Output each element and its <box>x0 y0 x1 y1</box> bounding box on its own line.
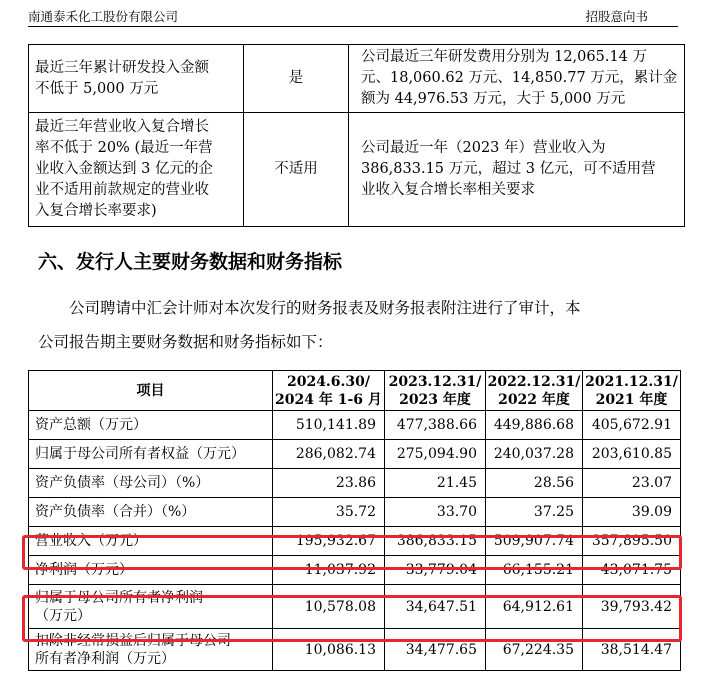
header-item: 项目 <box>29 371 273 411</box>
text-line: 公司最近三年研发费用分别为 12,065.14 万 <box>361 49 648 65</box>
text-line: 386,833.15 万元，超过 3 亿元，可不适用营 <box>361 161 656 177</box>
cell-value: 33,779.04 <box>385 556 486 585</box>
criterion-cell <box>29 113 244 227</box>
cell-value: 10,578.08 <box>273 585 385 629</box>
text-line: 公司最近一年（2023 年）营业收入为 <box>361 140 606 156</box>
cell-value: 195,932.67 <box>273 527 385 556</box>
table-row <box>29 440 681 469</box>
applicable-cell: 是 <box>244 45 349 113</box>
text-line: 不低于 5,000 万元 <box>35 80 159 97</box>
paragraph-line: 公司聘请中汇会计师对本次发行的财务报表及财务报表附注进行了审计，本 <box>69 299 581 317</box>
cell-value: 66,155.21 <box>486 556 583 585</box>
row-label: 资产负债率（合并）（%） <box>29 498 273 527</box>
criteria-row <box>29 113 685 227</box>
row-label: 净利润（万元） <box>29 556 273 585</box>
cell-value: 203,610.85 <box>583 440 681 469</box>
text-line: 最近三年累计研发投入金额 <box>35 59 209 76</box>
criterion-cell <box>29 45 244 113</box>
intro-paragraph <box>38 291 678 359</box>
cell-value: 286,082.74 <box>273 440 385 469</box>
cell-value: 275,094.90 <box>385 440 486 469</box>
text-line: 业收入复合增长率相关要求 <box>361 182 535 198</box>
cell-value: 39,793.42 <box>583 585 681 629</box>
cell-value: 10,086.13 <box>273 629 385 671</box>
header-period: 2022.12.31/ 2022 年度 <box>486 371 583 411</box>
cell-value: 21.45 <box>385 469 486 498</box>
text-line: 最近三年营业收入复合增长 <box>35 119 209 135</box>
cell-value: 510,141.89 <box>273 411 385 440</box>
table-row <box>29 629 681 671</box>
cell-value: 449,886.68 <box>486 411 583 440</box>
cell-value: 34,477.65 <box>385 629 486 671</box>
applicable-cell: 不适用 <box>244 113 349 227</box>
text-line: 元、18,060.62 万元、14,850.77 万元，累计金 <box>361 70 678 86</box>
header-period: 2024.6.30/ 2024 年 1-6 月 <box>273 371 385 411</box>
financial-table <box>28 370 681 671</box>
cell-value: 28.56 <box>486 469 583 498</box>
text-line: 业不适用前款规定的营业收 <box>35 182 209 198</box>
cell-value: 405,672.91 <box>583 411 681 440</box>
text-line: 额为 44,976.53 万元，大于 5,000 万元 <box>361 91 626 107</box>
page-header <box>28 4 678 27</box>
row-label: 资产负债率（母公司）（%） <box>29 469 273 498</box>
description-cell <box>349 113 685 227</box>
cell-value: 33.70 <box>385 498 486 527</box>
cell-value: 64,912.61 <box>486 585 583 629</box>
cell-value: 39.09 <box>583 498 681 527</box>
cell-value: 34,647.51 <box>385 585 486 629</box>
description-cell <box>349 45 685 113</box>
cell-value: 67,224.35 <box>486 629 583 671</box>
table-row <box>29 469 681 498</box>
table-row <box>29 527 681 556</box>
row-label: 归属于母公司所有者权益（万元） <box>29 440 273 469</box>
company-name: 南通泰禾化工股份有限公司 <box>28 9 179 24</box>
text-line: 业收入金额达到 3 亿元的企 <box>35 161 213 177</box>
cell-value: 38,514.47 <box>583 629 681 671</box>
row-label: 资产总额（万元） <box>29 411 273 440</box>
table-row <box>29 411 681 440</box>
cell-value: 11,037.92 <box>273 556 385 585</box>
table-row <box>29 585 681 629</box>
text-line: 率不低于 20% (最近一年营 <box>35 140 213 156</box>
paragraph-line: 公司报告期主要财务数据和财务指标如下： <box>38 333 333 351</box>
table-header-row <box>29 371 681 411</box>
cell-value: 509,907.74 <box>486 527 583 556</box>
cell-value: 23.07 <box>583 469 681 498</box>
cell-value: 35.72 <box>273 498 385 527</box>
table-row <box>29 498 681 527</box>
row-label: 扣除非经常损益后归属于母公司 所有者净利润（万元） <box>29 629 273 671</box>
cell-value: 386,833.15 <box>385 527 486 556</box>
cell-value: 477,388.66 <box>385 411 486 440</box>
row-label: 营业收入（万元） <box>29 527 273 556</box>
cell-value: 357,895.50 <box>583 527 681 556</box>
criteria-row <box>29 45 685 113</box>
row-label: 归属于母公司所有者净利润 （万元） <box>29 585 273 629</box>
cell-value: 43,071.75 <box>583 556 681 585</box>
document-type: 招股意向书 <box>585 9 648 24</box>
header-period: 2021.12.31/ 2021 年度 <box>583 371 681 411</box>
cell-value: 240,037.28 <box>486 440 583 469</box>
header-period: 2023.12.31/ 2023 年度 <box>385 371 486 411</box>
text-line: 入复合增长率要求) <box>35 203 157 219</box>
table-row <box>29 556 681 585</box>
criteria-table <box>28 44 685 227</box>
cell-value: 23.86 <box>273 469 385 498</box>
section-title: 六、发行人主要财务数据和财务指标 <box>38 251 343 273</box>
cell-value: 37.25 <box>486 498 583 527</box>
